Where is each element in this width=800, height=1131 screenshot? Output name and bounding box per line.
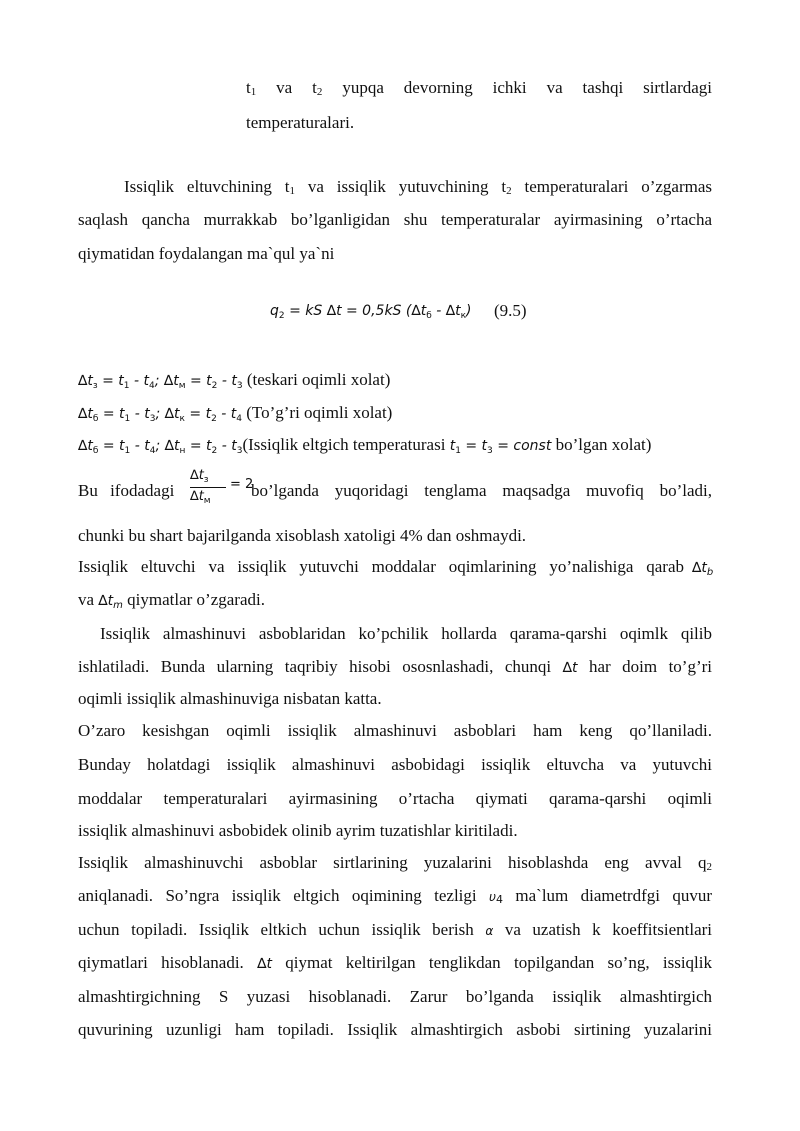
para6-line-4-b: qiymat keltirilgan tenglikdan topilgandan so’ng, issiqlik <box>285 953 712 972</box>
ratio-fraction <box>190 468 260 510</box>
eq-sub: б <box>92 414 99 424</box>
intro-line-2: temperaturalari. <box>246 113 355 132</box>
para1-line-1-b: va issiqlik yutuvchining t <box>295 177 507 196</box>
para6-line-4-a: qiymatlari hisoblanadi. <box>78 953 244 972</box>
eq-sub: 1 <box>124 446 131 456</box>
para6-line-5: almashtirgichning S yuzasi hisoblanadi. Zarur bo’lganda issiqlik almashtirgich <box>78 987 712 1006</box>
eq-sub: 2 <box>211 446 218 456</box>
eq-part: = t <box>98 406 125 422</box>
para3-line-2 <box>78 590 265 616</box>
eq-sub: б <box>92 446 99 456</box>
formula-minus: - ∆t <box>431 303 461 319</box>
eq-part: = t <box>185 373 212 389</box>
cond-sub: 1 <box>455 446 461 456</box>
formula-b-sub: б <box>426 311 432 321</box>
eq-sub: 3 <box>236 446 243 456</box>
eq-sub: 4 <box>148 381 155 391</box>
eq-note-const: (Issiqlik eltgich temperaturasi <box>242 435 450 454</box>
equation-number: (9.5) <box>494 301 527 320</box>
para6-line-4 <box>78 953 712 974</box>
eq-note-counterflow: (teskari oqimli xolat) <box>242 370 391 389</box>
para3-va: va <box>78 590 95 609</box>
eq-sub: 2 <box>211 381 218 391</box>
para4-line-1: Issiqlik almashinuvi asboblaridan ko’pchilik hollarda qarama-qarshi oqimlk qilib <box>100 624 712 643</box>
q2-subscript: 2 <box>706 861 712 873</box>
t2-subscript: 2 <box>316 86 323 98</box>
para2-line-2: chunki bu shart bajarilganda xisoblash xatoligi 4% dan oshmaydi. <box>78 526 527 545</box>
eq-part: = t <box>185 438 212 454</box>
fraction-den-text: ∆t <box>190 489 204 504</box>
eq-sub: 2 <box>211 414 217 424</box>
para6-line-2-b: ma`lum diametrdfgi quvur <box>515 886 713 905</box>
para6-line-2-a: aniqlanadi. So’ngra issiqlik eltgich oqimining tezligi <box>78 886 477 905</box>
cond-t: t <box>449 438 456 454</box>
formula-q: q <box>270 303 279 319</box>
para1-line-2: saqlash qancha murrakkab bo’lganligidan shu temperaturalar ayirmasining o’rtacha <box>78 210 712 229</box>
eq-part: - t <box>217 373 237 389</box>
delta-t-b: ∆t <box>692 560 707 576</box>
para6-line-1 <box>78 853 712 877</box>
t1-subscript: 1 <box>250 86 257 98</box>
eq-part: ; ∆t <box>155 438 180 454</box>
fraction-denominator <box>190 489 211 506</box>
fraction-num-sub: з <box>203 475 209 485</box>
para4-line-2-a: ishlatiladi. Bunda ularning taqribiy hisobi ososnlashadi, chunqi <box>78 657 552 676</box>
para1-line-3: qiymatidan foydalangan ma`qul ya`ni <box>78 244 335 263</box>
velocity-symbol: υ <box>489 890 496 904</box>
fraction-bar <box>190 487 226 488</box>
eq-line-const <box>78 435 651 461</box>
fraction-den-sub: м <box>203 496 211 506</box>
cond-const: = const <box>492 438 552 454</box>
para6-line-1-text: Issiqlik almashinuvchi asboblar sirtlarining yuzalarini hisoblashda eng avval q <box>78 853 707 872</box>
para1-line-1 <box>124 177 712 201</box>
eq-sub: к <box>179 414 185 424</box>
eq-part: = t <box>98 438 125 454</box>
eq-part: ; ∆t <box>155 406 180 422</box>
delta-t-b-sub: b <box>706 567 714 578</box>
eq-part: - t <box>130 406 150 422</box>
para6-line-2 <box>78 886 712 910</box>
para4-delta-t: ∆t <box>562 660 578 676</box>
formula-9-5 <box>270 301 472 326</box>
cond-part: = t <box>460 438 488 454</box>
para6-line-3-a: uchun topiladi. Issiqlik eltkich uchun issiqlik berish <box>78 920 474 939</box>
word-va: va <box>276 78 293 97</box>
eq-note-const-end: bo’lgan xolat) <box>551 435 652 454</box>
eq-sub: 4 <box>149 446 156 456</box>
para5-line-3: moddalar temperaturalari ayirmasining o’rtacha qiymati qarama-qarshi oqimli <box>78 789 712 808</box>
eq-sub: 4 <box>236 414 242 424</box>
para2-pre: Bu ifodadagi <box>78 481 175 500</box>
eq-part: - t <box>130 438 150 454</box>
eq-delta-t: ∆t <box>78 438 93 454</box>
para4-line-2 <box>78 657 712 678</box>
para4-line-3: oqimli issiqlik almashinuviga nisbatan katta. <box>78 689 382 708</box>
eq-line-parallel <box>78 403 392 429</box>
eq-part: - t <box>217 438 237 454</box>
para3-line-1: Issiqlik eltuvchi va issiqlik yutuvchi moddalar oqimlarining yo’nalishiga qarab <box>78 557 684 576</box>
eq-line-counterflow <box>78 370 390 396</box>
t2-symbol: t <box>312 78 317 97</box>
eq-part: ; ∆t <box>154 373 179 389</box>
eq-part: - t <box>216 406 237 422</box>
delta-t-m: ∆t <box>98 593 114 609</box>
intro-line-1-rest: yupqa devorning ichki va tashqi sirtlardagi <box>342 78 713 97</box>
eq-note-parallel: (To’g’ri oqimli xolat) <box>241 403 393 422</box>
cond-sub: 3 <box>487 446 493 456</box>
eq-sub: 3 <box>236 381 243 391</box>
eq-sub: з <box>92 381 98 391</box>
eq-sub: 1 <box>123 381 130 391</box>
eq-part: - t <box>129 373 149 389</box>
para4-line-2-b: har doim to’g’ri <box>588 657 713 676</box>
para3-line-2-rest: qiymatlar o’zgaradi. <box>122 590 265 609</box>
intro-line-1 <box>246 78 712 102</box>
para1-line-1-c: temperaturalari o’zgarmas <box>511 177 712 196</box>
eq-part: = t <box>184 406 212 422</box>
velocity-subscript: 4 <box>495 893 503 906</box>
para1-t2-subscript: 2 <box>506 185 512 197</box>
t1-symbol: t <box>246 78 251 97</box>
delta-t-m-sub: m <box>113 600 123 611</box>
para6-line-3-b: va uzatish k koeffitsientlari <box>504 920 713 939</box>
para1-t1-subscript: 1 <box>289 185 296 197</box>
fraction-num-text: ∆t <box>190 468 204 483</box>
eq-sub: 3 <box>149 414 156 424</box>
eq-delta-t: ∆t <box>78 406 93 422</box>
para6-line-6: quvurining uzunligi ham topiladi. Issiqlik almashtirgich asbobi sirtining yuzalarini <box>78 1020 712 1039</box>
para6-line-3 <box>78 920 712 941</box>
eq-sub: м <box>178 381 186 391</box>
para6-delta-t: ∆t <box>257 956 272 972</box>
eq-delta-t: ∆t <box>78 373 93 389</box>
eq-sub: 1 <box>124 414 131 424</box>
alpha-symbol: α <box>485 924 494 938</box>
formula-close: ) <box>466 303 472 319</box>
para5-line-2: Bunday holatdagi issiqlik almashinuvi asbobidagi issiqlik eltuvcha va yutuvchi <box>78 755 712 774</box>
para3-delta-tb <box>692 558 713 583</box>
formula-q-sub: 2 <box>278 311 285 321</box>
eq-part: = t <box>97 373 124 389</box>
formula-k-sub: к <box>460 311 467 321</box>
fraction-equals: = 2 <box>230 477 254 492</box>
eq-sub: н <box>179 446 186 456</box>
para2-post: bo’lganda yuqoridagi tenglama maqsadga muvofiq bo’ladi, <box>251 481 712 500</box>
fraction-numerator <box>190 468 209 485</box>
para1-line-1-a: Issiqlik eltuvchining t <box>124 177 290 196</box>
para5-line-1: O’zaro kesishgan oqimli issiqlik almashinuvi asboblari ham keng qo’llaniladi. <box>78 721 712 740</box>
formula-expr: = kS ∆t = 0,5kS (∆t <box>284 303 427 319</box>
para5-line-4: issiqlik almashinuvi asbobidek olinib ayrim tuzatishlar kiritiladi. <box>78 821 518 840</box>
